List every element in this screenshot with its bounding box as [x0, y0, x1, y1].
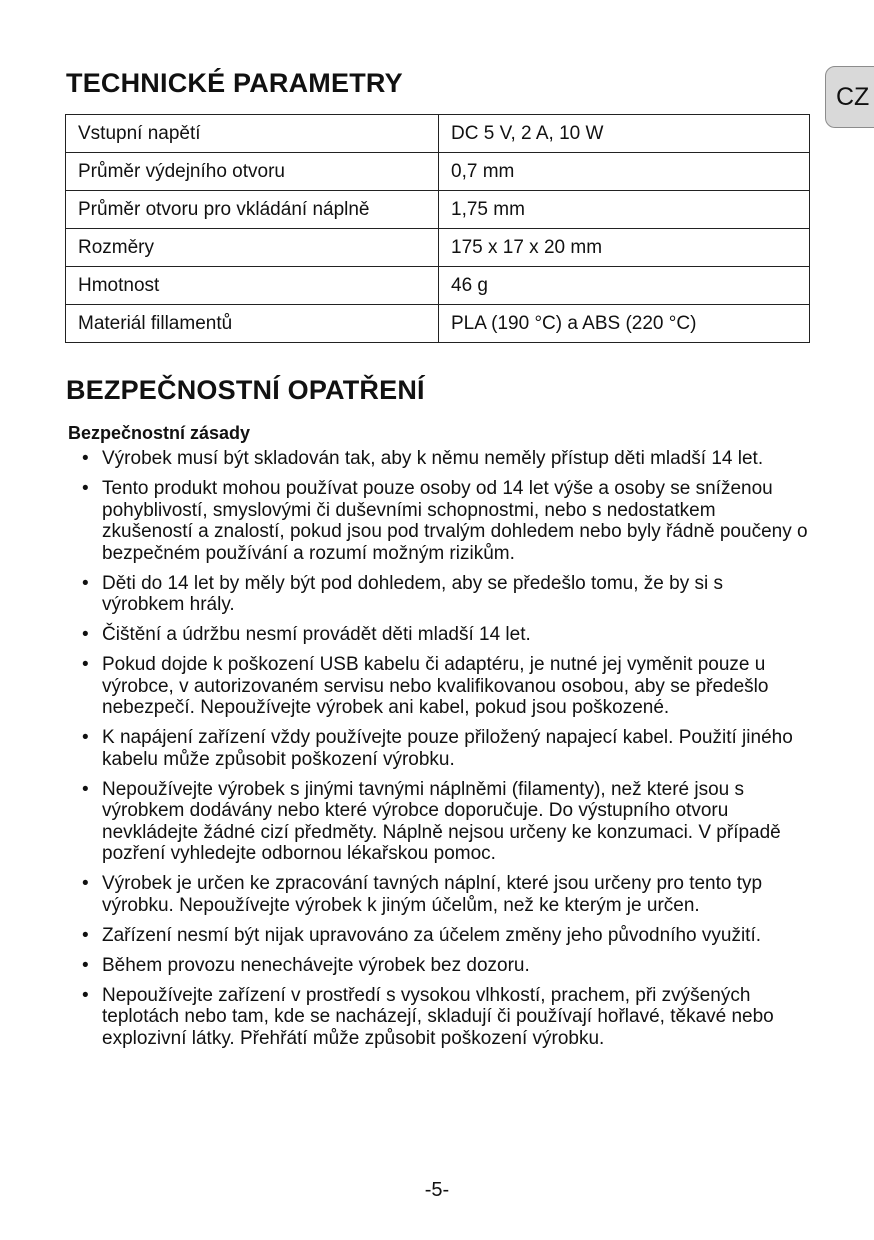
table-row — [66, 191, 810, 229]
list-item-text: Nepoužívejte zařízení v prostředí s vysokou vlhkostí, prachem, při zvýšených teplotách nebo tam, kde se nacházejí, skladují či používají hořlavé, těkavé nebo explozivní látky. Přehřátí může způsobit poškození výrobku. — [102, 984, 774, 1049]
list-item — [80, 448, 810, 470]
bullet-icon: • — [82, 873, 89, 894]
list-item — [80, 779, 810, 865]
parameter-label: Průměr otvoru pro vkládání náplně — [66, 191, 439, 229]
parameter-label: Vstupní napětí — [66, 115, 439, 153]
table-row — [66, 267, 810, 305]
parameter-label: Průměr výdejního otvoru — [66, 153, 439, 191]
bullet-icon: • — [82, 448, 89, 469]
technical-parameters-heading: TECHNICKÉ PARAMETRY — [66, 68, 403, 98]
table-row — [66, 153, 810, 191]
list-item — [80, 985, 810, 1050]
list-item-text: Děti do 14 let by měly být pod dohledem, aby se předešlo tomu, že by si s výrobkem hrály. — [102, 572, 723, 615]
safety-precautions-heading: BEZPEČNOSTNÍ OPATŘENÍ — [66, 375, 425, 405]
list-item — [80, 654, 810, 719]
list-item-text: Tento produkt mohou používat pouze osoby od 14 let výše a osoby se sníženou pohyblivostí, smyslovými či duševními schopnostmi, nebo s nedostatkem zkušeností a znalostí, pokud jsou pod trvalým dohledem nebo byly řádně poučeny o bezpečném používání a rozumí možným rizikům. — [102, 478, 808, 564]
bullet-icon: • — [82, 572, 89, 594]
table-row — [66, 229, 810, 267]
list-item — [80, 478, 810, 564]
parameter-value: 1,75 mm — [439, 191, 810, 229]
list-item — [80, 873, 810, 916]
safety-rules-subheading: Bezpečnostní zásady — [68, 423, 251, 443]
technical-parameters-table — [65, 114, 810, 343]
parameter-value: PLA (190 °C) a ABS (220 °C) — [439, 305, 810, 343]
safety-rules-list — [80, 448, 810, 1058]
bullet-icon: • — [82, 778, 89, 800]
list-item-text: Výrobek je určen ke zpracování tavných náplní, které jsou určeny pro tento typ výrobku. Nepoužívejte výrobek k jiným účelům, než ke kterým je určen. — [102, 873, 763, 916]
bullet-icon: • — [82, 727, 89, 748]
list-item-text: Během provozu nenechávejte výrobek bez dozoru. — [102, 954, 530, 976]
bullet-icon: • — [82, 924, 89, 946]
parameter-label: Hmotnost — [66, 267, 439, 305]
list-item-text: Zařízení nesmí být nijak upravováno za účelem změny jeho původního využití. — [102, 924, 762, 946]
table-row — [66, 305, 810, 343]
page-number: -5- — [424, 1179, 450, 1201]
list-item — [80, 624, 810, 646]
language-tab — [825, 66, 874, 128]
bullet-icon: • — [82, 654, 89, 675]
bullet-icon: • — [82, 954, 89, 976]
list-item-text: Pokud dojde k poškození USB kabelu či adaptéru, je nutné jej vyměnit pouze u výrobce, v autorizovaném servisu nebo kvalifikovanou osobou, aby se předešlo nebezpečí. Nepoužívejte výrobek ani kabel, pokud jsou poškozené. — [102, 654, 769, 718]
bullet-icon: • — [82, 624, 89, 645]
parameter-value: 0,7 mm — [439, 153, 810, 191]
table-row — [66, 115, 810, 153]
parameter-value: DC 5 V, 2 A, 10 W — [439, 115, 810, 153]
list-item — [80, 727, 810, 770]
list-item-text: K napájení zařízení vždy používejte pouze přiložený napajecí kabel. Použití jiného kabelu může způsobit poškození výrobku. — [102, 727, 793, 770]
list-item — [80, 925, 810, 947]
parameter-label: Materiál fillamentů — [66, 305, 439, 343]
bullet-icon: • — [82, 984, 89, 1006]
list-item-text: Výrobek musí být skladován tak, aby k němu neměly přístup děti mladší 14 let. — [102, 448, 764, 469]
language-label: CZ — [836, 83, 870, 111]
parameter-value: 46 g — [439, 267, 810, 305]
parameter-value: 175 x 17 x 20 mm — [439, 229, 810, 267]
list-item-text: Čištění a údržbu nesmí provádět děti mladší 14 let. — [102, 624, 531, 645]
list-item — [80, 955, 810, 977]
list-item — [80, 573, 810, 616]
bullet-icon: • — [82, 478, 89, 499]
list-item-text: Nepoužívejte výrobek s jinými tavnými náplněmi (filamenty), než které jsou s výrobkem dodávány nebo které výrobce doporučuje. Do výstupního otvoru nevkládejte žádné cizí předměty. Náplně nejsou určeny ke konzumaci. V případě pozření vyhledejte odbornou lékařskou pomoc. — [102, 778, 781, 864]
parameter-label: Rozměry — [66, 229, 439, 267]
